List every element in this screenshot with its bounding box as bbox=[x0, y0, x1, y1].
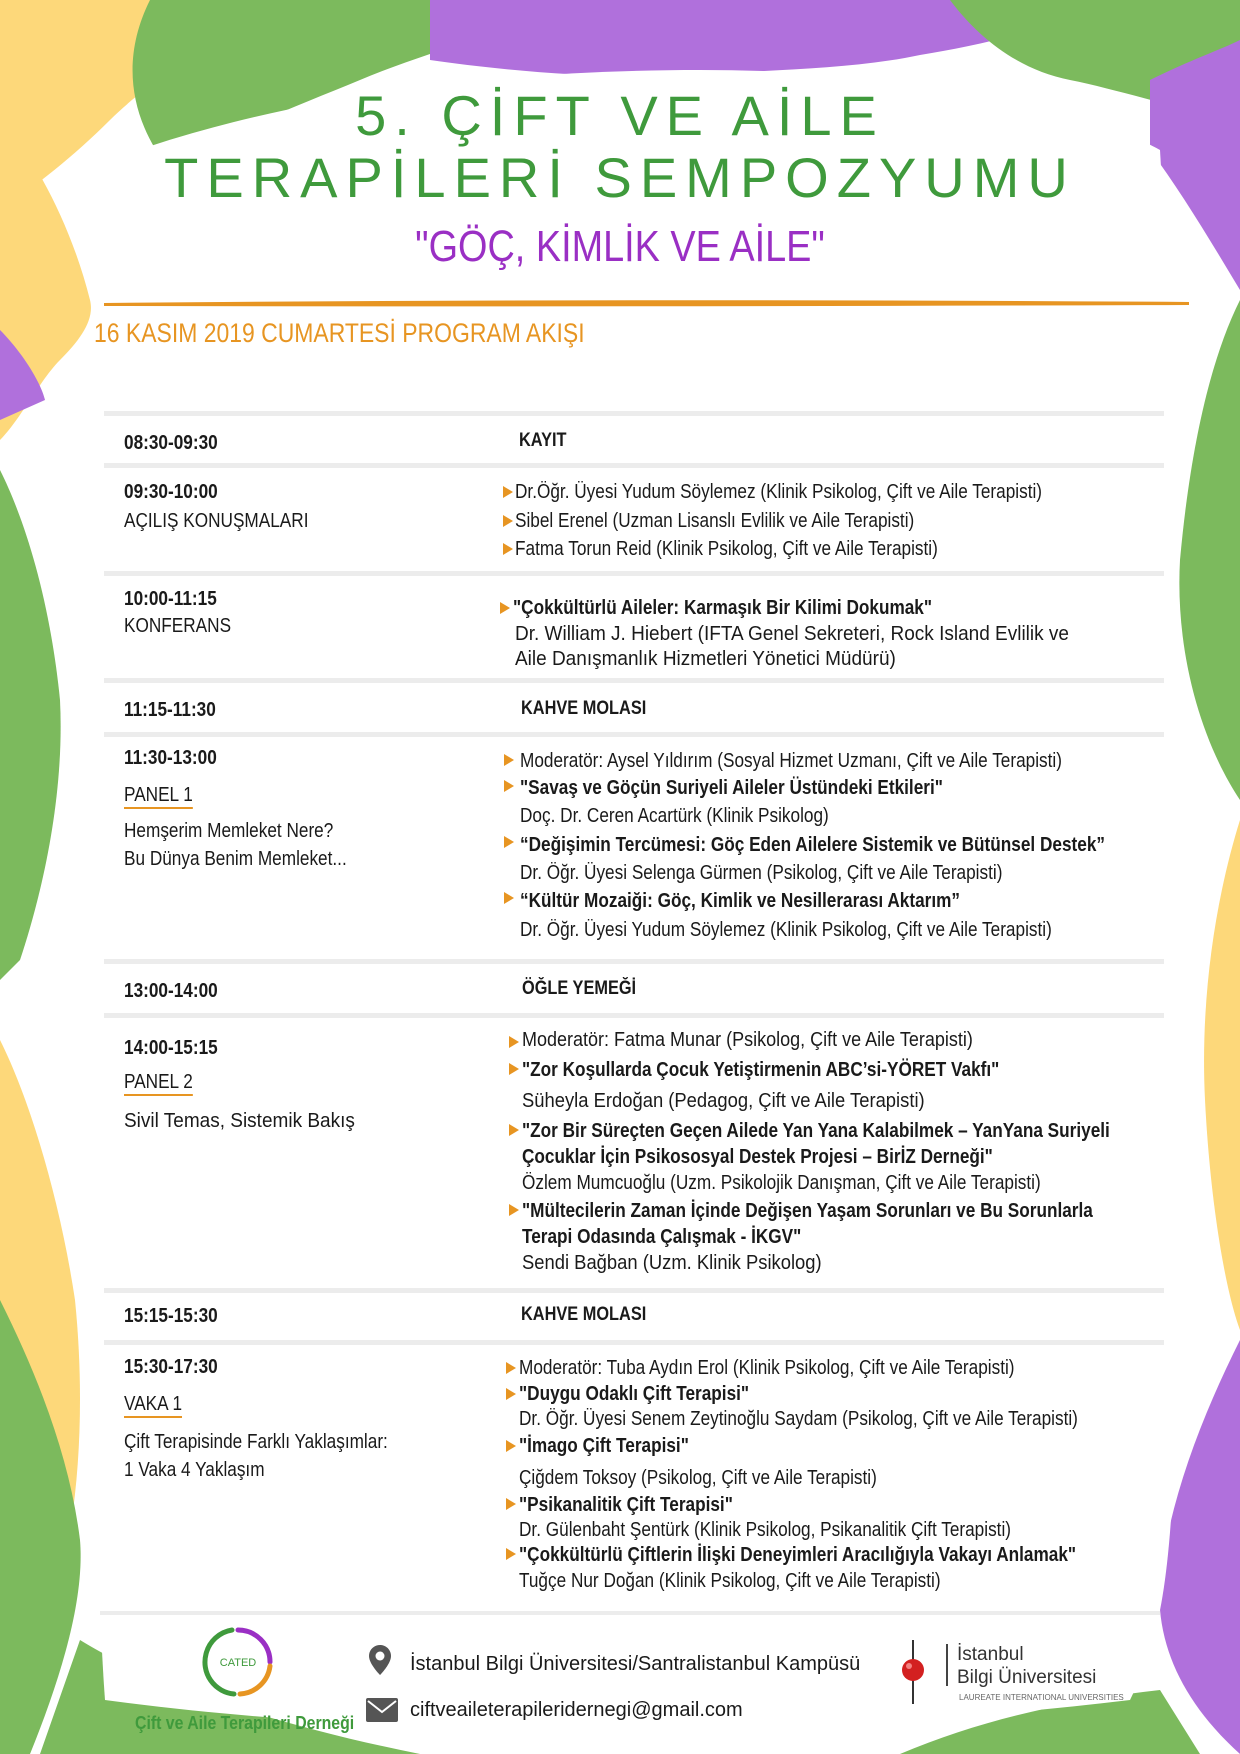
row-separator bbox=[104, 411, 1164, 416]
symposium-title-line2: TERAPİLERİ SEMPOZYUMU bbox=[164, 146, 1076, 209]
university-divider bbox=[946, 1644, 948, 1686]
conference-speaker-affiliation: Aile Danışmanlık Hizmetleri Yönetici Müdürü) bbox=[515, 648, 896, 670]
bullet-arrow-icon bbox=[503, 515, 513, 527]
opening-label: AÇILIŞ KONUŞMALARI bbox=[124, 510, 309, 532]
panel2-talk-speaker: Sendi Bağban (Uzm. Klinik Psikolog) bbox=[522, 1252, 822, 1274]
university-name: Bilgi Üniversitesi bbox=[957, 1667, 1097, 1688]
conference-speaker: Dr. William J. Hiebert (IFTA Genel Sekreteri, Rock Island Evlilik ve bbox=[515, 623, 1069, 645]
panel1-talk-speaker: Doç. Dr. Ceren Acartürk (Klinik Psikolog) bbox=[520, 805, 829, 827]
panel2-talk-title: "Zor Bir Süreçten Geçen Ailede Yan Yana Kalabilmek – YanYana Suriyeli bbox=[522, 1120, 1110, 1142]
symposium-theme: "GÖÇ, KİMLİK VE AİLE" bbox=[415, 222, 825, 271]
case1-moderator: Moderatör: Tuba Aydın Erol (Klinik Psikolog, Çift ve Aile Terapisti) bbox=[519, 1357, 1015, 1379]
opening-speaker: Fatma Torun Reid (Klinik Psikolog, Çift ve Aile Terapisti) bbox=[515, 538, 938, 560]
panel2-talk-speaker: Süheyla Erdoğan (Pedagog, Çift ve Aile Terapisti) bbox=[522, 1090, 925, 1112]
panel2-moderator: Moderatör: Fatma Munar (Psikolog, Çift ve Aile Terapisti) bbox=[522, 1029, 973, 1051]
row-separator bbox=[104, 1340, 1164, 1345]
panel1-talk-title: "Savaş ve Göçün Suriyeli Aileler Üstündeki Etkileri" bbox=[520, 777, 943, 799]
case1-talk-title: "Çokkültürlü Çiftlerin İlişki Deneyimleri Aracılığıyla Vakayı Anlamak" bbox=[519, 1544, 1077, 1566]
case1-talk-title: "Psikanalitik Çift Terapisi" bbox=[519, 1494, 733, 1516]
opening-speaker: Dr.Öğr. Üyesi Yudum Söylemez (Klinik Psikolog, Çift ve Aile Terapisti) bbox=[515, 481, 1043, 503]
bullet-arrow-icon bbox=[509, 1124, 519, 1136]
break2-time: 15:15-15:30 bbox=[124, 1305, 218, 1327]
bullet-arrow-icon bbox=[506, 1440, 516, 1452]
panel1-talk-speaker: Dr. Öğr. Üyesi Yudum Söylemez (Klinik Psikolog, Çift ve Aile Terapisti) bbox=[520, 919, 1052, 941]
location-pin-icon bbox=[369, 1645, 391, 1675]
conference-talk-title: "Çokkültürlü Aileler: Karmaşık Bir Kilimi Dokumak" bbox=[513, 597, 933, 619]
bullet-arrow-icon bbox=[503, 486, 513, 498]
panel2-talk-speaker: Özlem Mumcuoğlu (Uzm. Psikolojik Danışman, Çift ve Aile Terapisti) bbox=[522, 1172, 1041, 1194]
bullet-arrow-icon bbox=[504, 892, 514, 904]
break2-title: KAHVE MOLASI bbox=[521, 1304, 647, 1325]
opening-speaker: Sibel Erenel (Uzman Lisanslı Evlilik ve Aile Terapisti) bbox=[515, 510, 915, 532]
registration-time: 08:30-09:30 bbox=[124, 432, 218, 454]
footer-separator bbox=[100, 1611, 1160, 1615]
panel1-talk-speaker: Dr. Öğr. Üyesi Selenga Gürmen (Psikolog, Çift ve Aile Terapisti) bbox=[520, 862, 1003, 884]
case1-talk-speaker: Dr. Öğr. Üyesi Senem Zeytinoğlu Saydam (Psikolog, Çift ve Aile Terapisti) bbox=[519, 1408, 1078, 1430]
row-separator bbox=[104, 732, 1164, 737]
venue-address: İstanbul Bilgi Üniversitesi/Santralistanbul Kampüsü bbox=[410, 1653, 861, 1675]
panel1-talk-title: “Değişimin Tercümesi: Göç Eden Ailelere Sistemik ve Bütünsel Destek” bbox=[520, 834, 1106, 856]
program-date-heading: 16 KASIM 2019 CUMARTESİ PROGRAM AKIŞI bbox=[94, 318, 585, 348]
panel2-time: 14:00-15:15 bbox=[124, 1037, 218, 1059]
row-separator bbox=[104, 678, 1164, 683]
case1-time: 15:30-17:30 bbox=[124, 1356, 218, 1378]
university-name: İstanbul bbox=[957, 1644, 1024, 1665]
panel1-subtitle: Bu Dünya Benim Memleket... bbox=[124, 848, 347, 870]
panel2-label: PANEL 2 bbox=[124, 1071, 193, 1093]
bullet-arrow-icon bbox=[506, 1548, 516, 1560]
row-separator bbox=[104, 571, 1164, 576]
lunch-time: 13:00-14:00 bbox=[124, 980, 218, 1002]
panel1-moderator: Moderatör: Aysel Yıldırım (Sosyal Hizmet Uzmanı, Çift ve Aile Terapisti) bbox=[520, 750, 1062, 772]
case1-subtitle: 1 Vaka 4 Yaklaşım bbox=[124, 1459, 265, 1481]
case1-label: VAKA 1 bbox=[124, 1393, 183, 1415]
bullet-arrow-icon bbox=[509, 1204, 519, 1216]
case1-talk-title: "Duygu Odaklı Çift Terapisi" bbox=[519, 1383, 750, 1405]
panel2-talk-title: "Zor Koşullarda Çocuk Yetiştirmenin ABC’si-YÖRET Vakfı" bbox=[522, 1059, 1000, 1081]
panel1-subtitle: Hemşerim Memleket Nere? bbox=[124, 820, 334, 842]
opening-time: 09:30-10:00 bbox=[124, 481, 218, 503]
registration-title: KAYIT bbox=[519, 430, 567, 451]
bullet-arrow-icon bbox=[506, 1362, 516, 1374]
break1-time: 11:15-11:30 bbox=[124, 699, 216, 721]
case1-talk-speaker: Dr. Gülenbaht Şentürk (Klinik Psikolog, Psikanalitik Çift Terapisti) bbox=[519, 1519, 1012, 1541]
association-name: Çift ve Aile Terapileri Derneği bbox=[135, 1713, 355, 1733]
university-logo bbox=[893, 1640, 933, 1704]
bullet-arrow-icon bbox=[503, 543, 513, 555]
bullet-arrow-icon bbox=[500, 602, 510, 614]
conference-label: KONFERANS bbox=[124, 615, 232, 637]
bullet-arrow-icon bbox=[506, 1498, 516, 1510]
bullet-arrow-icon bbox=[509, 1063, 519, 1075]
svg-text:CATED: CATED bbox=[219, 1657, 257, 1669]
panel2-subtitle: Sivil Temas, Sistemik Bakış bbox=[124, 1110, 355, 1132]
case1-talk-title: "İmago Çift Terapisi" bbox=[519, 1435, 689, 1457]
bullet-arrow-icon bbox=[504, 780, 514, 792]
panel1-time: 11:30-13:00 bbox=[124, 747, 217, 769]
row-separator bbox=[104, 463, 1164, 468]
row-separator bbox=[104, 959, 1164, 964]
case1-subtitle: Çift Terapisinde Farklı Yaklaşımlar: bbox=[124, 1431, 388, 1453]
panel1-label: PANEL 1 bbox=[124, 784, 193, 806]
row-separator bbox=[104, 1013, 1164, 1018]
conference-time: 10:00-11:15 bbox=[124, 588, 217, 610]
panel2-talk-title: "Mültecilerin Zaman İçinde Değişen Yaşam Sorunları ve Bu Sorunlarla bbox=[522, 1200, 1093, 1222]
lunch-title: ÖĞLE YEMEĞİ bbox=[522, 978, 637, 999]
envelope-icon bbox=[366, 1698, 398, 1722]
bullet-arrow-icon bbox=[506, 1388, 516, 1400]
row-separator bbox=[104, 1288, 1164, 1293]
case1-talk-speaker: Tuğçe Nur Doğan (Klinik Psikolog, Çift ve Aile Terapisti) bbox=[519, 1570, 941, 1592]
contact-email[interactable]: ciftveaileterapileridernegi@gmail.com bbox=[410, 1699, 743, 1721]
panel2-talk-title-cont: Terapi Odasında Çalışmak - İKGV" bbox=[522, 1226, 802, 1248]
university-tagline: LAUREATE INTERNATIONAL UNIVERSITIES bbox=[959, 1693, 1124, 1702]
break1-title: KAHVE MOLASI bbox=[521, 698, 647, 719]
bullet-arrow-icon bbox=[504, 836, 514, 848]
panel1-talk-title: “Kültür Mozaiği: Göç, Kimlik ve Nesillerarası Aktarım” bbox=[520, 890, 961, 912]
association-logo bbox=[198, 1624, 278, 1700]
symposium-title-line1: 5. ÇİFT VE AİLE bbox=[355, 84, 885, 147]
case1-talk-speaker: Çiğdem Toksoy (Psikolog, Çift ve Aile Terapisti) bbox=[519, 1467, 877, 1489]
bullet-arrow-icon bbox=[504, 754, 514, 766]
panel2-talk-title-cont: Çocuklar İçin Psikososyal Destek Projesi – BirİZ Derneği" bbox=[522, 1146, 993, 1168]
bullet-arrow-icon bbox=[509, 1036, 519, 1048]
heading-divider bbox=[104, 298, 1189, 308]
